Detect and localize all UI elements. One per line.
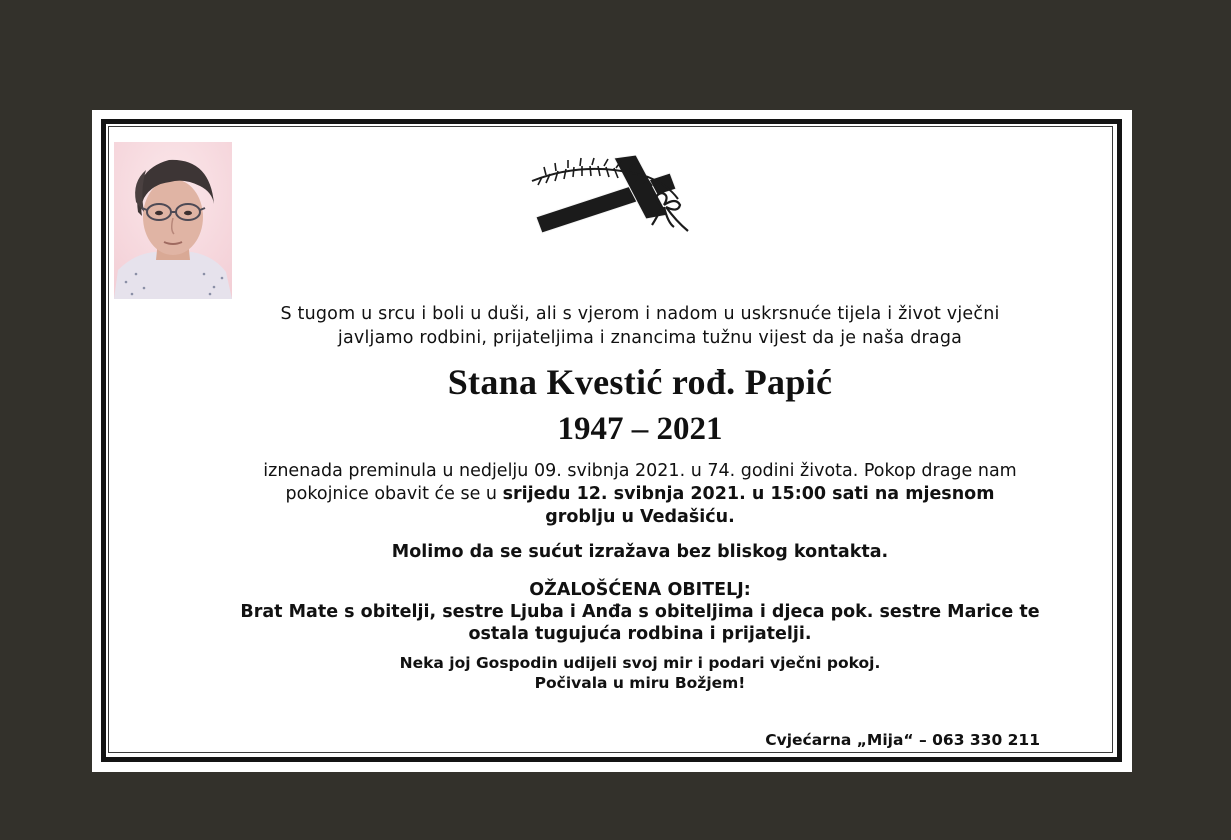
prayer-line-1: Neka joj Gospodin udijeli svoj mir i podari vječni pokoj.	[399, 654, 881, 672]
family-line-2: ostala tugujuća rodbina i prijatelji.	[468, 624, 812, 644]
death-announcement-line-2	[140, 484, 1140, 504]
death-announcement-line-1: iznenada preminula u nedjelju 09. svibnja 2021. u 74. godini života. Pokop drage nam	[263, 461, 1017, 481]
florist-signature: Cvjećarna „Mija“ – 063 330 211	[765, 731, 1040, 749]
condolence-note: Molimo da se sućut izražava bez bliskog kontakta.	[391, 542, 889, 562]
intro-line-2: javljamo rodbini, prijateljima i znancima tužnu vijest da je naša draga	[337, 328, 963, 348]
burial-location: groblju u Vedašiću.	[545, 507, 735, 527]
family-line-1: Brat Mate s obitelji, sestre Ljuba i Anđa s obiteljima i djeca pok. sestre Marice te	[240, 602, 1040, 622]
prayer-line-2: Počivala u miru Božjem!	[534, 674, 746, 692]
cross-with-palm-icon	[528, 155, 694, 237]
life-years: 1947 – 2021	[557, 411, 723, 447]
family-heading: OŽALOŠĆENA OBITELJ:	[529, 580, 751, 600]
burial-text-plain: pokojnice obavit će se u	[285, 484, 503, 504]
intro-line-1: S tugom u srcu i boli u duši, ali s vjerom i nadom u uskrsnuće tijela i život vječni	[280, 304, 1000, 324]
deceased-name: Stana Kvestić rođ. Papić	[447, 362, 833, 402]
portrait-photo	[114, 142, 232, 299]
burial-date-time: srijedu 12. svibnja 2021. u 15:00 sati na mjesnom	[502, 484, 995, 504]
